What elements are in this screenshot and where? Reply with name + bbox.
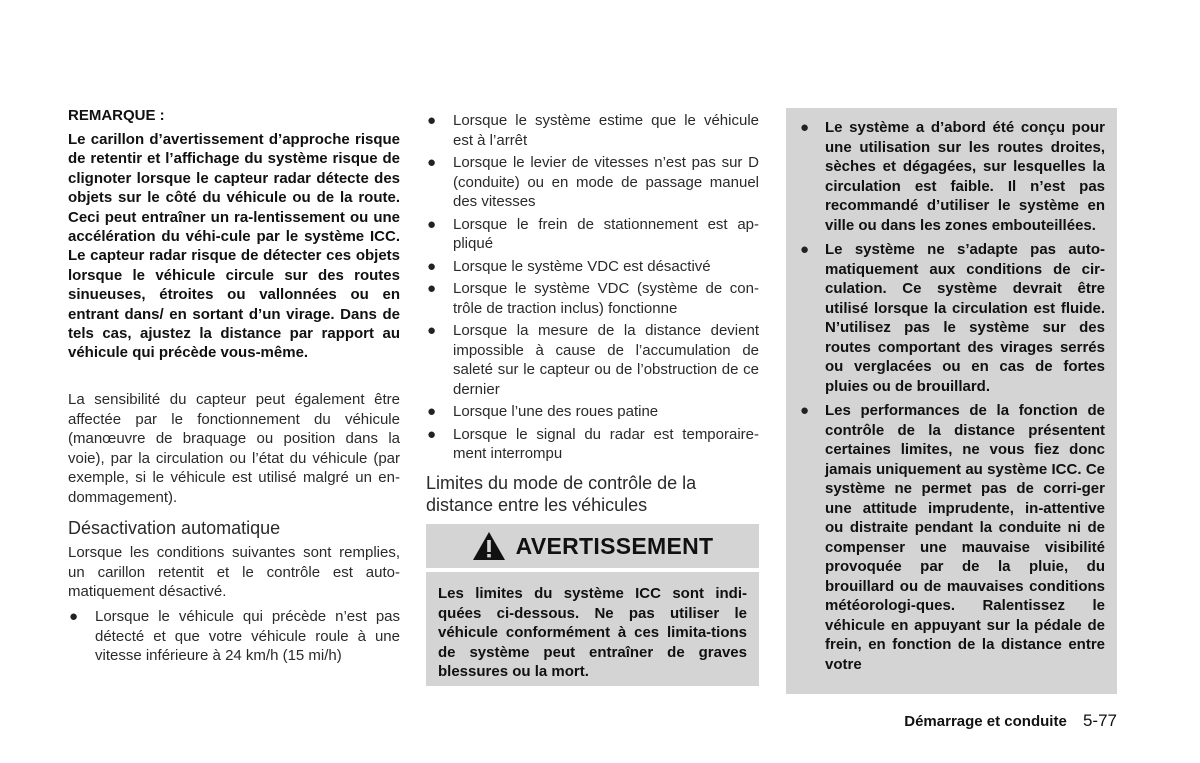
list-item	[426, 153, 759, 212]
remark-body: Le carillon d’avertissement d’approche risque de retentir et l’affichage du système risque de clignoter lorsque le capteur radar détecte des objets sur le côté du véhicule ou de la route. Ceci peut entraîner un ra-lentissement ou une accélération du véhi-cule par le système ICC. Le capteur radar risque de détecter ces objets lorsque le véhicule circule sur des routes sinueuses, étroites ou vallonnées ou en entrant dans/ en sortant d’un virage. Dans de tels cas, ajustez la distance par rapport au véhicule qui précède vous-même.	[68, 131, 400, 362]
list-item-text: Les performances de la fonction de contrôle de la distance présentent certaines limites, ne vous fiez donc jamais uniquement au système ICC. Ce système ne permet pas de corri-ger une attitude imprudente, in-attentive ou distraite pendant la conduite ni de compenser une mauvaise visibilité provoquée par de la pluie, du brouillard ou de mauvaises conditions météorologi-ques. Ralentissez le véhicule en appuyant sur la pédale de frein, en fonction de la distance entre votre	[825, 402, 1105, 673]
warning-bullet-list	[798, 118, 1105, 674]
bullet-icon: ●	[427, 425, 437, 443]
section-heading-auto-deactivation: Désactivation automatique	[68, 518, 281, 538]
list-item-text: Lorsque l’une des roues patine	[453, 403, 659, 420]
list-item	[426, 321, 759, 399]
auto-deactivation-intro: Lorsque les conditions suivantes sont remplies, un carillon retentit et le contrôle est auto-matiquement désactivé.	[68, 544, 400, 600]
list-item-text: Lorsque le système VDC est désactivé	[453, 257, 711, 275]
list-item	[426, 402, 759, 422]
bullet-icon: ●	[800, 241, 810, 258]
list-item	[798, 401, 1105, 674]
bullet-icon: ●	[427, 112, 437, 129]
list-item-text: Lorsque le véhicule qui précède n’est pas détecté et que votre véhicule roule à une vitesse inférieure à 24 km/h (15 mi/h)	[95, 608, 400, 664]
list-item	[426, 111, 759, 150]
list-item-text: Lorsque le frein de stationnement est ap-pliqué	[453, 215, 759, 252]
bullet-icon: ●	[427, 215, 437, 233]
list-item-text: Le système ne s’adapte pas auto-matiquement aux conditions de cir-culation. Ce système devrait être utilisé lorsque la circulation est fluide. N’utilisez pas le système sur des routes comportant des virages serrés ou verglacées ou en cas de fortes pluies ou de brouillard.	[825, 241, 1105, 395]
remark-title: REMARQUE :	[68, 107, 165, 124]
page-number: 5-77	[1082, 711, 1117, 730]
bullet-icon: ●	[427, 322, 437, 339]
column-3-warning-continued	[786, 108, 1117, 694]
list-item	[798, 240, 1105, 396]
bullet-icon: ●	[800, 402, 810, 419]
footer-section-title: Démarrage et conduite	[904, 713, 1067, 730]
list-item-text: Lorsque la mesure de la distance devient impossible à cause de l’accumulation de saleté sur le capteur ou de l’obstruction de ce dernier	[453, 322, 759, 398]
list-item-text: Le système a d’abord été conçu pour une utilisation sur les routes droites, sèches et dégagées, sur lesquelles la circulation est faible. Il n’est pas recommandé d’utiliser le système en ville ou dans les zones embouteillées.	[825, 119, 1105, 234]
auto-deactivation-list	[68, 607, 400, 666]
bullet-icon: ●	[427, 154, 437, 171]
section-heading-limits: Limites du mode de contrôle de la distance entre les véhicules	[426, 473, 697, 515]
warning-header	[426, 524, 759, 568]
list-item	[68, 607, 400, 666]
list-item-text: Lorsque le levier de vitesses n’est pas sur D (conduite) ou en mode de passage manuel des vitesses	[453, 154, 759, 210]
bullet-icon: ●	[427, 257, 437, 275]
warning-label: AVERTISSEMENT	[515, 532, 714, 559]
list-item	[798, 118, 1105, 235]
list-item-text: Lorsque le système estime que le véhicule est à l’arrêt	[453, 112, 759, 149]
page-footer	[904, 711, 1117, 731]
bullet-icon: ●	[427, 403, 437, 420]
deactivation-conditions-list	[426, 111, 759, 467]
bullet-icon: ●	[427, 280, 437, 297]
bullet-icon: ●	[800, 119, 810, 136]
list-item	[426, 279, 759, 318]
warning-triangle-icon	[472, 531, 506, 561]
warning-box	[426, 572, 759, 686]
list-item	[426, 215, 759, 254]
list-item	[426, 257, 759, 277]
sensitivity-paragraph: La sensibilité du capteur peut également être affectée par le fonctionnement du véhicule (manœuvre de braquage ou position dans la voie), par la circulation ou l’état du véhicule (par exemple, si le véhicule est utilisé malgré un en-dommagement).	[68, 391, 400, 506]
list-item	[426, 425, 759, 464]
list-item-text: Lorsque le système VDC (système de con-trôle de traction inclus) fonctionne	[453, 280, 759, 317]
warning-text: Les limites du système ICC sont indi-quées ci-dessous. Ne pas utiliser le véhicule conformément à ces limita-tions de système peut entraîner de graves blessures ou la mort.	[438, 585, 747, 680]
list-item-text: Lorsque le signal du radar est temporaire-ment interrompu	[453, 425, 759, 462]
bullet-icon: ●	[69, 608, 79, 625]
